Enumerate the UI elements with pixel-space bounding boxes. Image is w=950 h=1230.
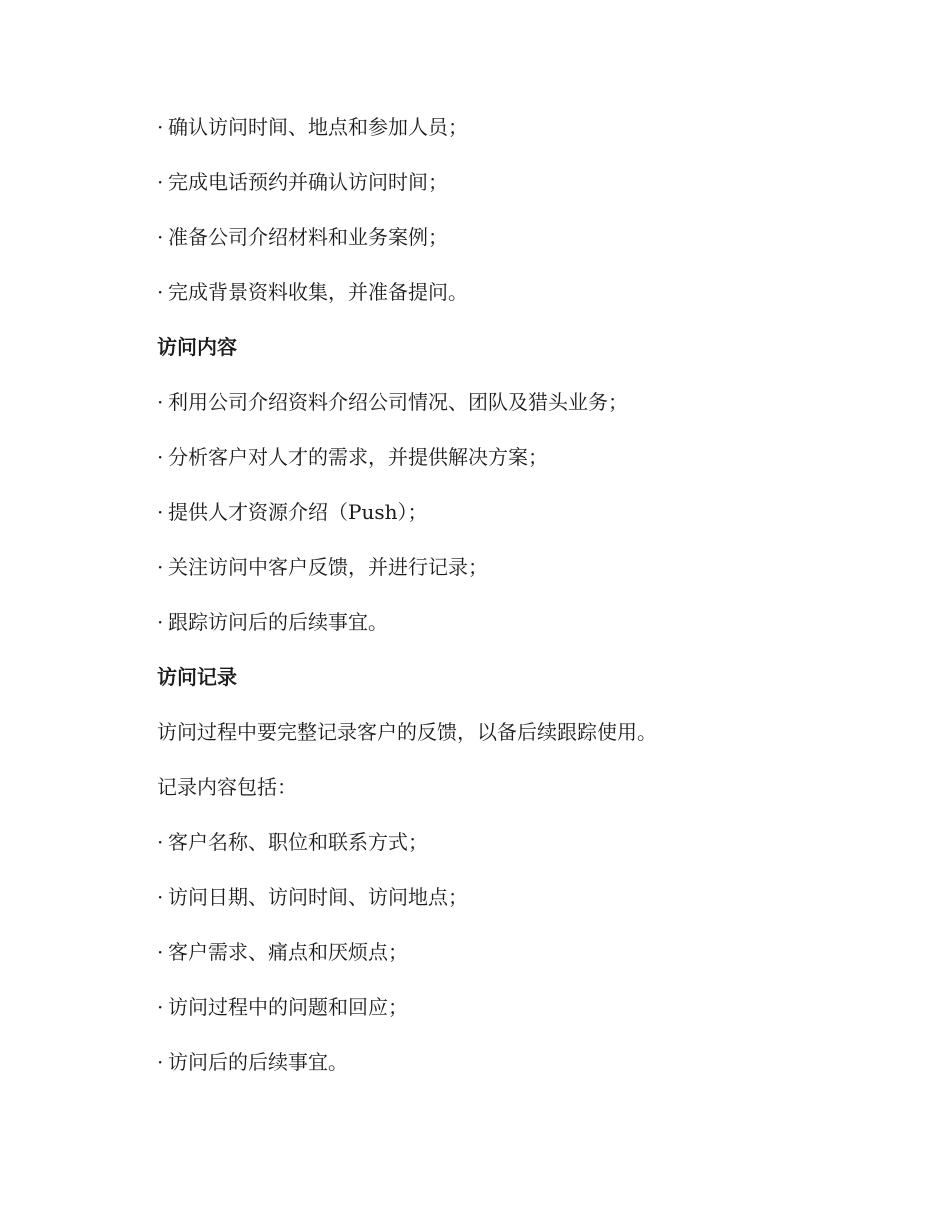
list-item-text: 准备公司介绍材料和业务案例； — [168, 225, 448, 249]
list-item-text: 完成电话预约并确认访问时间； — [168, 170, 448, 194]
bullet-mark: · — [157, 390, 164, 414]
list-item — [157, 1042, 857, 1097]
bullet-mark: · — [157, 885, 164, 909]
list-item-text: 访问后的后续事宜。 — [168, 1050, 348, 1074]
document-body — [157, 107, 857, 1097]
bullet-mark: · — [157, 225, 164, 249]
bullet-mark: · — [157, 280, 164, 304]
bullet-mark: · — [157, 445, 164, 469]
bullet-mark: · — [157, 555, 164, 579]
bullet-mark: · — [157, 500, 164, 524]
bullet-mark: · — [157, 115, 164, 139]
bullet-mark: · — [157, 830, 164, 854]
list-item-text: 完成背景资料收集，并准备提问。 — [168, 280, 468, 304]
paragraph-intro: 访问过程中要完整记录客户的反馈，以备后续跟踪使用。 — [157, 720, 657, 744]
list-item — [157, 217, 857, 272]
list-item-text: 访问过程中的问题和回应； — [168, 995, 408, 1019]
list-item — [157, 492, 857, 547]
list-item-text: 访问日期、访问时间、访问地点； — [168, 885, 468, 909]
list-item-text: 客户需求、痛点和厌烦点； — [168, 940, 408, 964]
bullet-mark: · — [157, 1050, 164, 1074]
list-item — [157, 987, 857, 1042]
section-heading-visit-record: 访问记录 — [157, 665, 237, 689]
list-item — [157, 162, 857, 217]
list-item-text: 跟踪访问后的后续事宜。 — [168, 610, 388, 634]
list-item-text: 分析客户对人才的需求，并提供解决方案； — [168, 445, 548, 469]
bullet-mark: · — [157, 610, 164, 634]
paragraph-list-lead: 记录内容包括： — [157, 775, 297, 799]
list-item-text: 关注访问中客户反馈，并进行记录； — [168, 555, 488, 579]
list-item — [157, 547, 857, 602]
list-item-text: 提供人才资源介绍（Push）； — [168, 500, 428, 524]
list-item — [157, 822, 857, 877]
list-item — [157, 437, 857, 492]
section-heading-visit-content: 访问内容 — [157, 335, 237, 359]
list-item-text: 利用公司介绍资料介绍公司情况、团队及猎头业务； — [168, 390, 628, 414]
list-item — [157, 602, 857, 657]
bullet-mark: · — [157, 170, 164, 194]
list-item — [157, 932, 857, 987]
bullet-mark: · — [157, 940, 164, 964]
list-item — [157, 107, 857, 162]
bullet-mark: · — [157, 995, 164, 1019]
list-item — [157, 382, 857, 437]
list-item-text: 确认访问时间、地点和参加人员； — [168, 115, 468, 139]
list-item — [157, 272, 857, 327]
list-item — [157, 877, 857, 932]
list-item-text: 客户名称、职位和联系方式； — [168, 830, 428, 854]
